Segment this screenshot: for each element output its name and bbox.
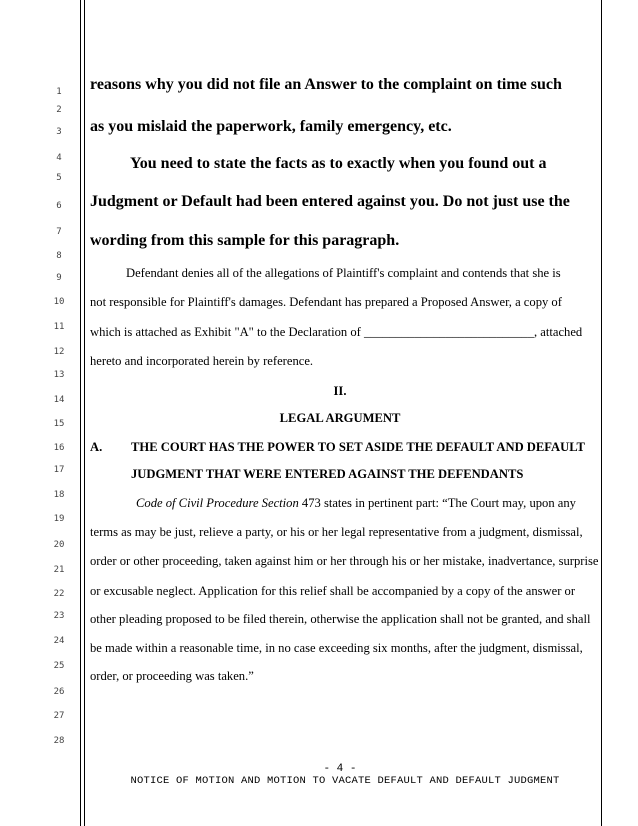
line-number: 2 xyxy=(56,105,62,115)
paragraph-line: Defendant denies all of the allegations of Plaintiff's complaint and contends that she is xyxy=(126,266,561,280)
line-number: 20 xyxy=(53,540,65,550)
line-number: 7 xyxy=(56,227,62,237)
footer-title: NOTICE OF MOTION AND MOTION TO VACATE DEFAULT AND DEFAULT JUDGMENT xyxy=(130,775,560,787)
quote-line: other pleading proposed to be filed therein, otherwise the application shall not be granted, and shall xyxy=(90,612,591,626)
instruction-line: Judgment or Default had been entered against you. Do not just use the xyxy=(90,193,570,210)
quote-line: or excusable neglect. Application for this relief shall be accompanied by a copy of the answer or xyxy=(90,584,576,598)
line-number: 12 xyxy=(53,347,65,357)
page-number: - 4 - xyxy=(323,763,357,775)
line-number: 22 xyxy=(53,589,65,599)
line-number: 23 xyxy=(53,611,65,621)
line-number: 27 xyxy=(53,711,65,721)
paragraph-line: hereto and incorporated herein by reference. xyxy=(90,354,314,368)
right-margin-rule xyxy=(601,0,602,826)
heading-label: A. xyxy=(90,440,103,454)
quote-line: be made within a reasonable time, in no case exceeding six months, after the judgment, dismissal, xyxy=(90,641,583,655)
section-title: LEGAL ARGUMENT xyxy=(279,411,401,425)
instruction-line: You need to state the facts as to exactly when you found out a xyxy=(130,155,547,172)
quote-line: terms as may be just, relieve a party, or his or her legal representative from a judgment, dismissal, xyxy=(90,525,583,539)
instruction-line: reasons why you did not file an Answer to the complaint on time such xyxy=(90,76,562,93)
line-number: 15 xyxy=(53,419,65,429)
line-number: 8 xyxy=(56,251,62,261)
line-number-gutter xyxy=(0,0,80,826)
quote-line xyxy=(136,496,576,511)
line-number: 26 xyxy=(53,687,65,697)
line-number: 6 xyxy=(56,201,62,211)
heading-text: JUDGMENT THAT WERE ENTERED AGAINST THE DEFENDANTS xyxy=(131,467,524,481)
line-number: 3 xyxy=(56,127,62,137)
line-number: 11 xyxy=(53,322,65,332)
line-number: 17 xyxy=(53,465,65,475)
line-number: 21 xyxy=(53,565,65,575)
instruction-line: wording from this sample for this paragraph. xyxy=(90,232,400,249)
line-number: 16 xyxy=(53,443,65,453)
left-margin-rule-outer xyxy=(80,0,81,826)
paragraph-line: not responsible for Plaintiff's damages. Defendant has prepared a Proposed Answer, a copy of xyxy=(90,295,562,309)
paragraph-line: which is attached as Exhibit "A" to the Declaration of ___________________________, attached xyxy=(90,325,583,339)
quote-text: 473 states in pertinent part: “The Court may, upon any xyxy=(298,496,576,510)
line-number: 10 xyxy=(53,297,65,307)
instruction-line: as you mislaid the paperwork, family emergency, etc. xyxy=(90,118,452,135)
line-number: 13 xyxy=(53,370,65,380)
line-number: 28 xyxy=(53,736,65,746)
line-number: 5 xyxy=(56,173,62,183)
heading-text: THE COURT HAS THE POWER TO SET ASIDE THE DEFAULT AND DEFAULT xyxy=(131,440,585,454)
quote-line: order or other proceeding, taken against him or her through his or her mistake, inadvertance, surprise xyxy=(90,554,599,568)
line-number: 4 xyxy=(56,153,62,163)
quote-line: order, or proceeding was taken.” xyxy=(90,669,254,683)
line-number: 14 xyxy=(53,395,65,405)
line-number: 24 xyxy=(53,636,65,646)
line-number: 25 xyxy=(53,661,65,671)
left-margin-rule-inner xyxy=(84,0,85,826)
line-number: 9 xyxy=(56,273,62,283)
line-number: 18 xyxy=(53,490,65,500)
line-number: 1 xyxy=(56,87,62,97)
statute-citation: Code of Civil Procedure Section xyxy=(136,496,299,510)
section-number: II. xyxy=(333,384,347,398)
line-number: 19 xyxy=(53,514,65,524)
